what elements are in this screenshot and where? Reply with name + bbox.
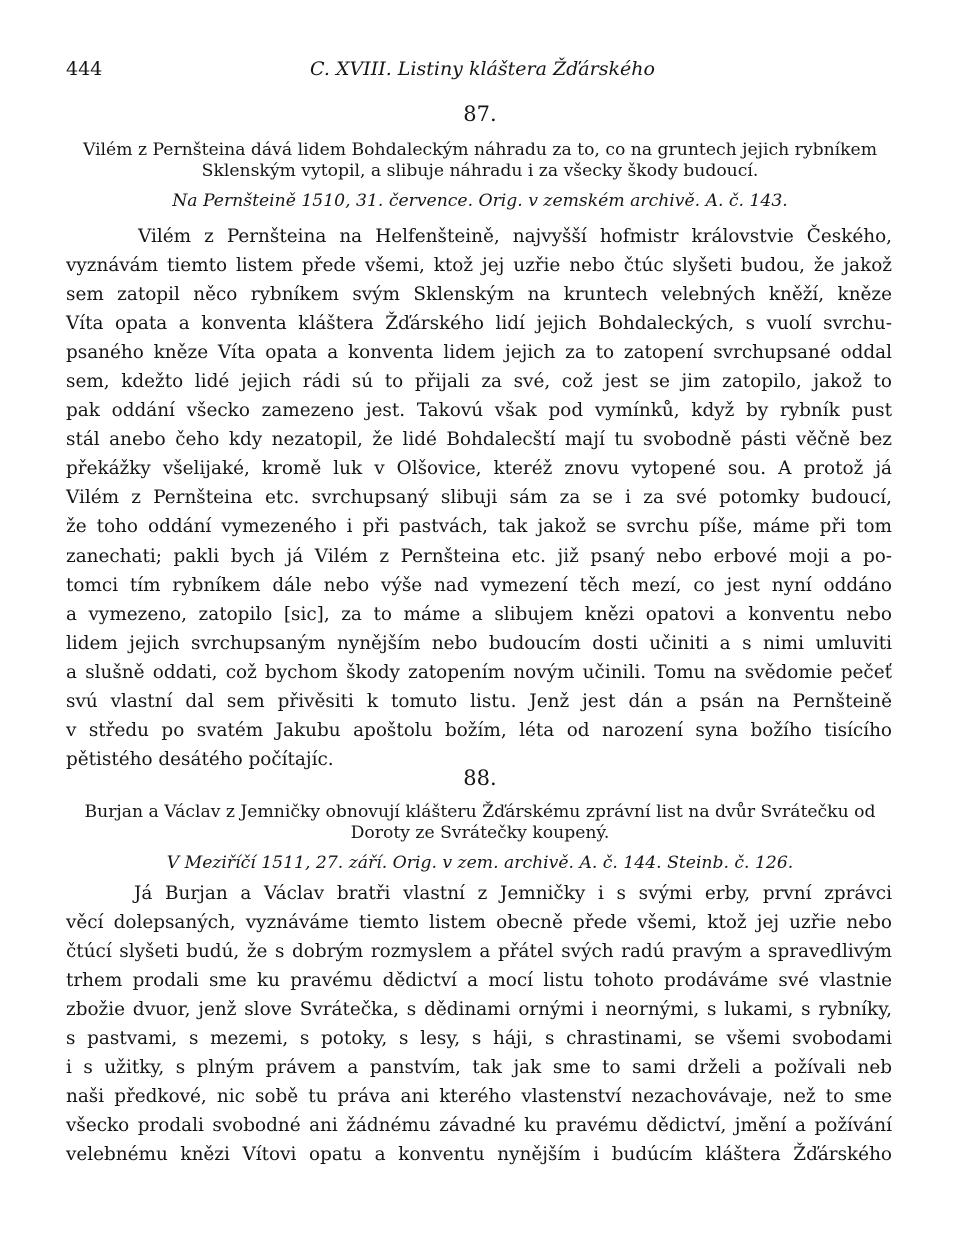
body-line: tomci tím rybníkem dále nebo výše nad vymezení těch mezí, co jest nyní oddáno [66,574,892,596]
body-line: pak oddání všecko zamezeno jest. Takovú však pod vymínků, když by rybník pust [66,400,892,422]
body-line: pětistého desátého počítajíc. [66,748,334,770]
doc-87-source: Na Pernšteině 1510, 31. července. Orig. v zemském archivě. A. č. 143. [172,191,788,211]
body-line: lidem jejich svrchupsaným nynějším nebo budoucím dosti učiniti a s nimi umluviti [66,632,892,654]
running-title: C. XVIII. Listiny kláštera Žďárského [310,58,655,80]
body-line: všecko prodali svobodné ani žádnému závadné ku pravému dědictví, jmění a požívání [66,1115,892,1137]
body-line: stál anebo čeho kdy nezatopil, že lidé Bohdalecští mají tu svobodně pásti věčně bez [66,429,892,451]
body-line: a vymezeno, zatopilo [sic], za to máme a slibujem knězi opatovi a konventu nebo [66,603,892,625]
body-line: Vilém z Pernšteina etc. svrchupsaný slibuji sám za se i za své potomky budoucí, [66,487,892,509]
page-number: 444 [66,58,103,80]
doc-88-source: V Meziříčí 1511, 27. září. Orig. v zem. archivě. A. č. 144. Steinb. č. 126. [166,853,794,873]
body-line: vyznávám tiemto listem přede všemi, ktož jej uzřie nebo čtúc slyšeti budou, že jakož [66,255,892,277]
doc-87-number: 87. [463,102,497,126]
body-line: v středu po svatém Jakubu apoštolu božím, léta od narození syna božího tisícího [66,719,892,741]
body-line: sem, kdežto lidé jejich rádi sú to přijali za své, což jest se jim zatopilo, jakož to [66,371,892,393]
body-line: že toho oddání vymezeného i při pastvách, tak jakož se svrchu píše, máme při tom [66,516,892,538]
doc-87-body [66,222,892,774]
doc-88-regest-line: Doroty ze Svrátečky koupený. [350,823,610,843]
body-line: svú vlastní dal sem přivěsiti k tomuto listu. Jenž jest dán a psán na Pernšteině [66,690,892,712]
body-line: věcí dolepsaných, vyznáváme tiemto listem obecně přede všemi, ktož jej uzřie nebo [66,912,892,934]
body-line: Já Burjan a Václav bratři vlastní z Jemničky i s svými erby, první zprávci [134,883,892,904]
body-line: sem zatopil něco rybníkem svým Sklenským na kruntech velebných kněží, kněze [66,284,892,306]
body-line: velebnému knězi Vítovi opatu a konventu nynějším i budúcím kláštera Žďárského [66,1144,892,1166]
body-line: zanechati; pakli bych já Vilém z Pernšteina etc. již psaný nebo erbové moji a po- [66,545,892,567]
body-line: psaného kněze Víta opata a konventa lidem jejich za to zatopení svrchupsané oddal [66,342,892,364]
body-line: čtúcí slyšeti budú, že s dobrým rozmyslem a přátel svých radú pravým a spravedlivým [66,941,892,963]
doc-87-regest-line: Vilém z Pernšteina dává lidem Bohdaleckým náhradu za to, co na gruntech jejich rybníkem [82,140,878,160]
body-line: s pastvami, s mezemi, s potoky, s lesy, s háji, s chrastinami, se všemi svobodami [66,1028,892,1050]
body-line: překážky všelijaké, kromě luk v Olšovice, kteréž znovu vytopené sou. A protož já [66,458,892,480]
body-line: i s užitky, s plným právem a panstvím, tak jak sme to sami drželi a požívali neb [66,1057,892,1079]
running-head [66,58,896,86]
body-line: naši předkové, nic sobě tu práva ani kterého vlastenství nezachovávaje, než to sme [66,1086,892,1108]
doc-88-number: 88. [463,766,497,790]
body-line: zbožie dvuor, jenž slove Svrátečka, s dědinami ornými i neornými, s lukami, s rybníky, [66,999,892,1021]
body-line: Víta opata a konventa kláštera Žďárského lidí jejich Bohdaleckých, s vuolí svrchu- [66,313,892,335]
doc-88-body [66,879,892,1169]
doc-87-regest-line: Sklenským vytopil, a slibuje náhradu i za všecky škody budoucí. [201,161,759,181]
doc-87-regest [66,140,894,182]
body-line: trhem prodali sme ku pravému dědictví a mocí listu tohoto prodáváme své vlastnie [66,970,892,992]
doc-88-regest [66,802,894,844]
doc-88-regest-line: Burjan a Václav z Jemničky obnovují klášteru Žďárskému zprávní list na dvůr Svrátečku od [84,802,876,822]
body-line: Vilém z Pernšteina na Helfenšteině, najvyšší hofmistr královstvie Českého, [138,226,892,247]
body-line: a slušně oddati, což bychom škody zatopením novým učinili. Tomu na svědomie pečeť [66,661,892,683]
